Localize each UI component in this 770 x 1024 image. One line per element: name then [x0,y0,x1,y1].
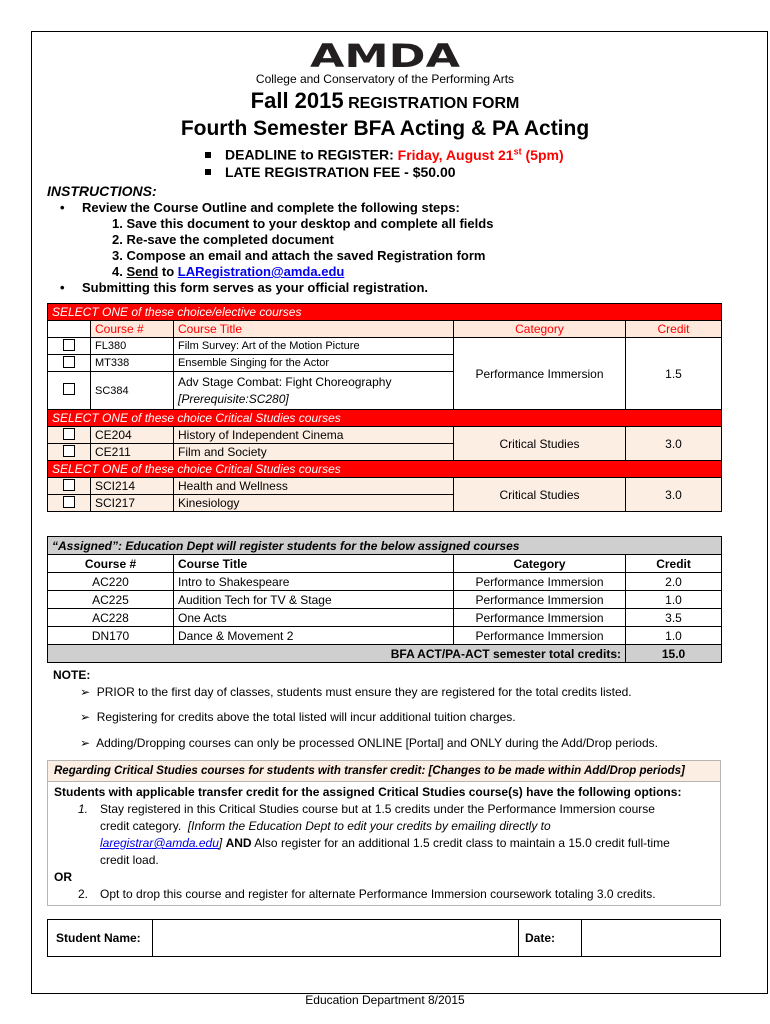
assigned-label: “Assigned”: Education Dept will register students for the below assigned courses [48,537,722,555]
col-category: Category [454,321,626,338]
course-title: Adv Stage Combat: Fight Choreography [Prerequisite:SC280] [174,372,454,410]
college-subtitle: College and Conservatory of the Performing Arts [255,72,515,86]
footer: Education Department 8/2015 [305,993,465,1007]
course-code: SC384 [91,372,174,410]
transfer-heading: Regarding Critical Studies courses for students with transfer credit: [Changes to be made within Add/Drop periods] [48,761,720,782]
step-3: 3. Compose an email and attach the saved Registration form [112,248,486,263]
col-title: Course Title [174,555,454,573]
col-title: Course Title [174,321,454,338]
form-type: REGISTRATION FORM [348,95,520,112]
student-info-table [47,919,721,957]
svg-text:AMDA: AMDA [310,40,461,70]
category-cell: Performance Immersion [454,338,626,410]
credit-cell: 2.0 [626,573,722,591]
step-1: 1. Save this document to your desktop and complete all fields [112,216,494,231]
course-title: Film Survey: Art of the Motion Picture [174,338,454,355]
date-label: Date: [519,920,582,957]
instruction-bullet: • Submitting this form serves as your official registration. [60,280,429,295]
instructions-list [60,200,493,296]
step-2: 2. Re-save the completed document [112,232,334,247]
category-cell: Performance Immersion [454,609,626,627]
course-code: AC220 [48,573,174,591]
note-item: ➢ Adding/Dropping courses can only be processed ONLINE [Portal] and ONLY during the Add/Drop periods. [80,736,658,750]
option-1: 1. Stay registered in this Critical Studies course but at 1.5 credits under the Performance Immersion course credit category. [Inform the Education Dept to edit your credits by emailing directly to laregistrar@amda.edu] AND Also register for an additional 1.5 credit class to maintain a 15.0 credit full-time credit load. [78,802,670,867]
course-checkbox[interactable] [63,445,75,457]
deadline-label: DEADLINE to REGISTER: [225,146,394,163]
student-name-field[interactable] [153,920,519,957]
section-label: SELECT ONE of these choice/elective courses [48,304,722,321]
table-row [48,573,722,591]
col-course: Course # [48,555,174,573]
transfer-intro: Students with applicable transfer credit for the assigned Critical Studies course(s) have the following options: [54,785,682,799]
late-fee: LATE REGISTRATION FEE - $50.00 [225,164,456,180]
credit-cell: 1.5 [626,338,722,410]
credit-cell: 3.0 [626,478,722,512]
registrar-email-link[interactable]: laregistrar@amda.edu [100,836,219,850]
or-label: OR [54,870,72,884]
arrow-bullet-icon: ➢ [80,736,91,750]
deadline-date: Friday, August 21st (5pm) [397,146,564,163]
course-code: SCI214 [91,478,174,495]
course-title: Audition Tech for TV & Stage [174,591,454,609]
credit-cell: 3.5 [626,609,722,627]
table-row [48,627,722,645]
course-title: Film and Society [174,444,454,461]
square-bullet-icon [205,169,211,175]
instructions-heading: INSTRUCTIONS: [47,183,157,199]
course-title: Kinesiology [174,495,454,512]
course-code: AC225 [48,591,174,609]
step-4: 4. Send to LARegistration@amda.edu [112,264,345,279]
category-cell: Performance Immersion [454,591,626,609]
course-title: Health and Wellness [174,478,454,495]
category-cell: Critical Studies [454,478,626,512]
registration-email-link[interactable]: LARegistration@amda.edu [177,264,345,279]
course-code: MT338 [91,355,174,372]
course-checkbox[interactable] [63,339,75,351]
course-checkbox[interactable] [63,428,75,440]
course-title: Dance & Movement 2 [174,627,454,645]
table-row [48,609,722,627]
total-credits-label: BFA ACT/PA-ACT semester total credits: [48,645,626,663]
program-title: Fourth Semester BFA Acting & PA Acting [180,117,590,140]
course-title: History of Independent Cinema [174,427,454,444]
course-code: DN170 [48,627,174,645]
table-row [48,591,722,609]
category-cell: Critical Studies [454,427,626,461]
instruction-bullet: • Review the Course Outline and complete the following steps: [60,200,460,215]
section-label: SELECT ONE of these choice Critical Studies courses [48,410,722,427]
category-cell: Performance Immersion [454,573,626,591]
credit-cell: 3.0 [626,427,722,461]
col-course: Course # [91,321,174,338]
late-fee-line [205,164,456,180]
course-code: AC228 [48,609,174,627]
course-checkbox[interactable] [63,479,75,491]
elective-selection-table [47,303,722,512]
amda-logo [309,40,461,70]
col-credit: Credit [626,321,722,338]
square-bullet-icon [205,152,211,158]
transfer-credit-box [47,760,721,906]
course-code: CE204 [91,427,174,444]
form-title [150,88,620,114]
term: Fall 2015 [250,88,344,113]
arrow-bullet-icon: ➢ [80,710,91,724]
course-title: Ensemble Singing for the Actor [174,355,454,372]
category-cell: Performance Immersion [454,627,626,645]
course-title: One Acts [174,609,454,627]
course-checkbox[interactable] [63,356,75,368]
course-code: CE211 [91,444,174,461]
note-heading: NOTE: [53,668,91,682]
assigned-courses-table [47,536,722,663]
note-item: ➢ PRIOR to the first day of classes, students must ensure they are registered for the total credits listed. [80,685,632,699]
col-category: Category [454,555,626,573]
section-label: SELECT ONE of these choice Critical Studies courses [48,461,722,478]
note-item: ➢ Registering for credits above the total listed will incur additional tuition charges. [80,710,516,724]
date-field[interactable] [582,920,721,957]
deadline-line [205,146,564,163]
arrow-bullet-icon: ➢ [80,685,91,699]
credit-cell: 1.0 [626,627,722,645]
student-name-label: Student Name: [48,920,153,957]
col-credit: Credit [626,555,722,573]
course-checkbox[interactable] [63,383,75,395]
course-code: SCI217 [91,495,174,512]
course-title: Intro to Shakespeare [174,573,454,591]
course-code: FL380 [91,338,174,355]
option-2: 2. Opt to drop this course and register for alternate Performance Immersion coursework totaling 3.0 credits. [78,887,656,901]
course-checkbox[interactable] [63,496,75,508]
credit-cell: 1.0 [626,591,722,609]
total-credits-value: 15.0 [626,645,722,663]
